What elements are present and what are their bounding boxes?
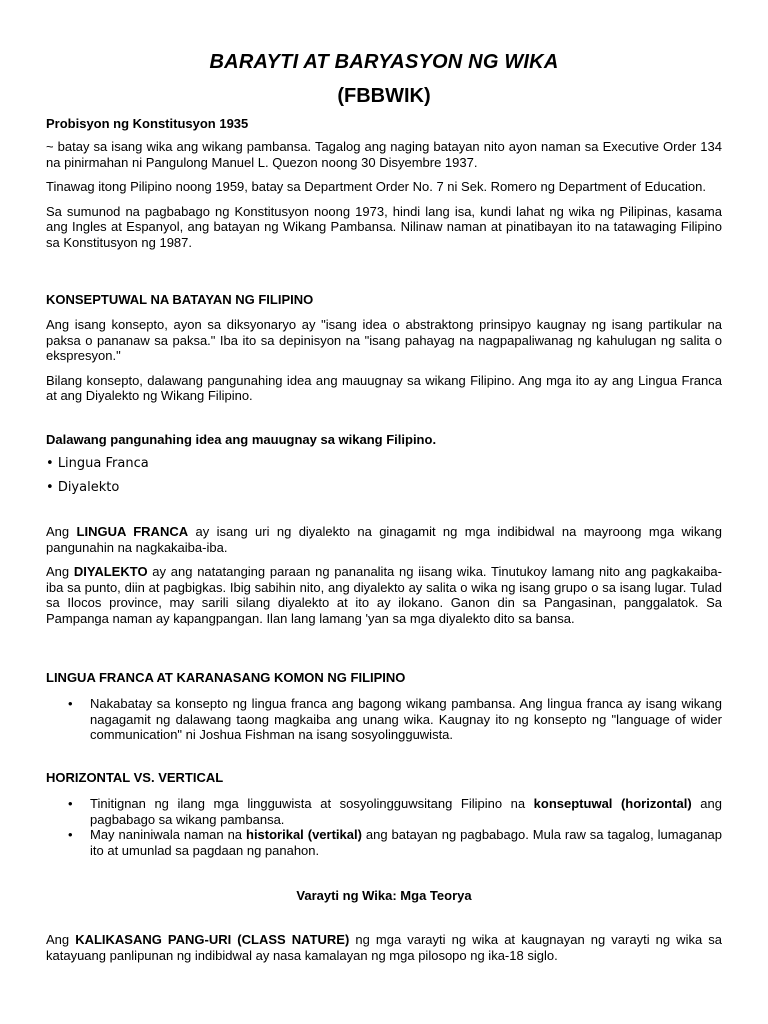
document-page <box>46 0 723 963</box>
bold-term: LINGUA FRANCA <box>76 524 189 539</box>
document-title: BARAYTI AT BARYASYON NG WIKA <box>209 51 559 73</box>
paragraph <box>46 564 722 626</box>
list-item <box>46 696 722 743</box>
section-horizontal-vertical <box>46 770 722 858</box>
paragraph: ~ batay sa isang wika ang wikang pambansa. Tagalog ang naging batayan nito ayon naman sa Executive Order 134 na pinirmahan ni Pangulong Manuel L. Quezon noong 30 Disyembre 1937. <box>46 139 722 170</box>
text-run: ang pagbabago sa wikang pambansa. <box>90 796 722 827</box>
section-konstitusyon <box>46 116 722 250</box>
bold-term: KALIKASANG PANG-URI (CLASS NATURE) <box>75 932 350 947</box>
text-run: Ang <box>46 564 74 579</box>
bullet-icon: • <box>46 456 54 471</box>
bullet-list <box>46 796 722 858</box>
section-heading: KONSEPTUWAL NA BATAYAN NG FILIPINO <box>46 292 314 307</box>
bold-term: historikal (vertikal) <box>246 827 362 842</box>
bold-term: DIYALEKTO <box>73 564 148 579</box>
text-run: May naniniwala naman na <box>90 827 246 842</box>
text-run: Ang <box>46 524 77 539</box>
paragraph: Ang isang konsepto, ayon sa diksyonaryo ay "isang idea o abstraktong prinsipyo kaugnay ng isang partikular na paksa o pananaw sa paksa." Iba ito sa depinisyon na "isang pahayag na nagpapaliwanag ng kahulugan ng salita o ekspresyon." <box>46 317 722 363</box>
list-item-text: Nakabatay sa konsepto ng lingua franca ang bagong wikang pambansa. Ang lingua franca ay isang wikang nagagamit ng dalawang taong magkaiba ang unang wika. Kaugnay ito ng konsepto ng "language of wider communication" ni Joshua Fishman na isang sosyolingguwista. <box>90 696 722 742</box>
text-run: ang batayan ng pagbabago. Mula raw sa tagalog, lumaganap ito at umunlad sa pagdaan ng panahon. <box>90 827 722 858</box>
bullet-list <box>46 696 722 743</box>
paragraph <box>46 932 722 963</box>
bullet-icon: • <box>68 796 73 811</box>
section-heading: Probisyon ng Konstitusyon 1935 <box>46 116 249 131</box>
section-heading: Dalawang pangunahing idea ang mauugnay sa wikang Filipino. <box>46 432 437 447</box>
section-dalawang-idea <box>46 432 722 496</box>
bullet-icon: • <box>68 827 73 842</box>
section-lingua-franca-diyalekto <box>46 524 722 626</box>
bullet-icon: • <box>68 696 73 711</box>
bullet-icon: • <box>46 480 54 495</box>
list-item-label: Diyalekto <box>57 480 120 495</box>
section-heading: LINGUA FRANCA AT KARANASANG KOMON NG FILIPINO <box>46 670 406 685</box>
text-run: Tinitignan ng ilang mga lingguwista at sosyolingguwsitang Filipino na <box>90 796 534 811</box>
text-run: ay isang uri ng diyalekto na ginagamit ng mga indibidwal na mayroong mga wikang pangunahin na nagkakaiba-iba. <box>46 524 723 555</box>
paragraph <box>46 524 722 555</box>
text-run: Ang <box>46 932 76 947</box>
paragraph: Tinawag itong Pilipino noong 1959, batay sa Department Order No. 7 ni Sek. Romero ng Department of Education. <box>46 179 707 194</box>
list-item-label: Lingua Franca <box>57 456 149 471</box>
list-item <box>46 456 722 472</box>
section-konseptuwal <box>46 292 722 404</box>
section-karanasang-komon <box>46 670 722 743</box>
section-varayti-teorya <box>46 888 722 963</box>
text-run: ay ang natatanging paraan ng pananalita ng iisang wika. Tinutukoy lamang nito ang pagkakaiba-iba sa punto, diin at pagbigkas. Ibig sabihin nito, ang diyalekto ay salita o wika ng isang grupo o sa isang lugar. Tulad sa Ilocos province, may sarili silang diyalekto at ito ay ilokano. Ganon din sa Pangasinan, panggalatok. Sa Pampanga naman ay kapangpangan. Ilan lang lamang 'yan sa mga diyalekto dito sa bansa. <box>46 564 722 626</box>
document-subtitle: (FBBWIK) <box>337 85 431 107</box>
bold-term: konseptuwal (horizontal) <box>533 796 692 811</box>
paragraph: Bilang konsepto, dalawang pangunahing idea ang mauugnay sa wikang Filipino. Ang mga ito ay ang Lingua Franca at ang Diyalekto ng Wikang Filipino. <box>46 372 722 403</box>
paragraph: Sa sumunod na pagbabago ng Konstitusyon noong 1973, hindi lang isa, kundi lahat ng wika ng Pilipinas, kasama ang Ingles at Espanyol, ang batayan ng Wikang Pambansa. Nilinaw naman at pinatibayan ito na tatawaging Filipino sa Konstitusyon ng 1987. <box>46 203 722 250</box>
list-item <box>46 796 722 827</box>
list-item <box>46 827 722 858</box>
section-heading: Varayti ng Wika: Mga Teorya <box>296 888 472 903</box>
text-run: ng mga varayti ng wika at kaugnayan ng varayti ng wika sa katayuang panlipunan ng indibidwal ay nasa kamalayan ng mga pilosopo ng ika-18 siglo. <box>46 932 722 963</box>
list-item <box>46 480 722 496</box>
section-heading: HORIZONTAL VS. VERTICAL <box>46 770 224 785</box>
